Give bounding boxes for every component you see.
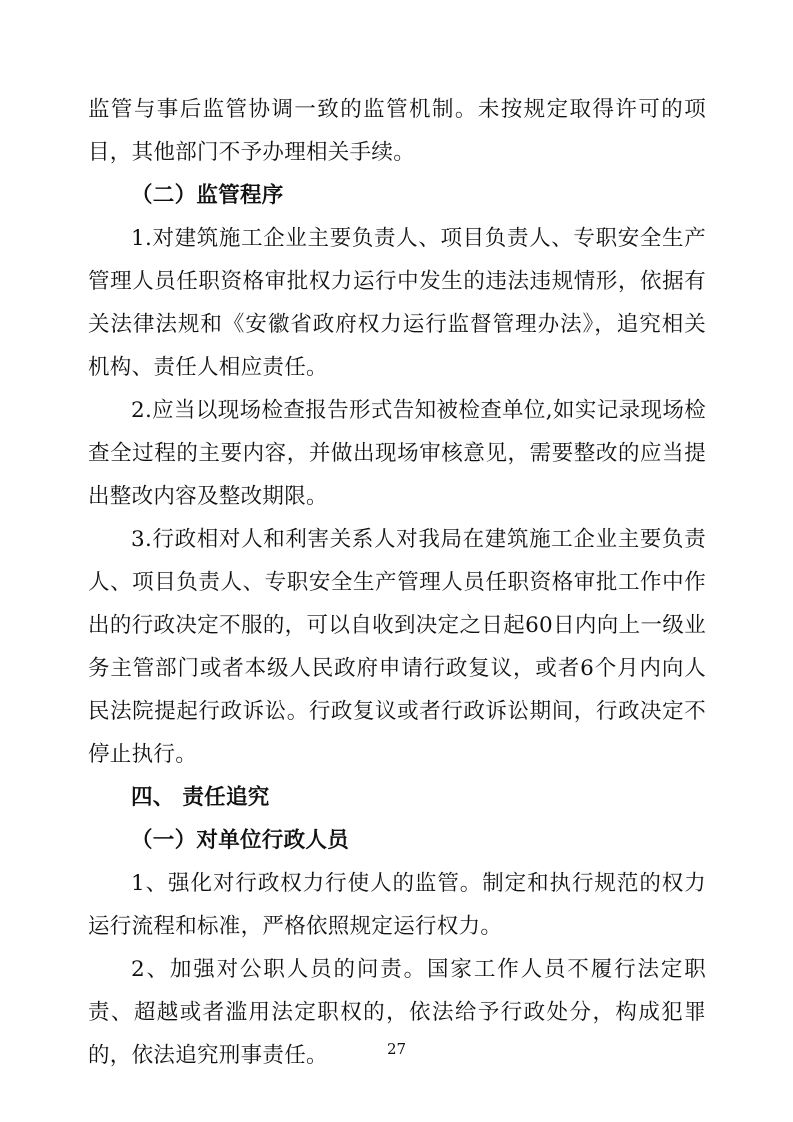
paragraph-item-3: 3.行政相对人和利害关系人对我局在建筑施工企业主要负责人、项目负责人、专职安全生产管理人员任职资格审批工作中作出的行政决定不服的，可以自收到决定之日起60日内向上一级业务主管部门或者本级人民政府申请行政复议，或者6个月内向人民法院提起行政诉讼。行政复议或者行政诉讼期间，行政决定不停止执行。 [88,527,706,767]
section-heading-unit-personnel: （一）对单位行政人员 [131,828,350,853]
paragraph-item-2: 2.应当以现场检查报告形式告知被检查单位,如实记录现场检查全过程的主要内容，并做出现场审核意见，需要整改的应当提出整改内容及整改期限。 [88,398,706,509]
paragraph-continuation: 监管与事后监管协调一致的监管机制。未按规定取得许可的项目，其他部门不予办理相关手续。 [88,97,706,165]
paragraph-item-5: 2、加强对公职人员的问责。国家工作人员不履行法定职责、超越或者滥用法定职权的，依法给予行政处分，构成犯罪的，依法追究刑事责任。 [88,957,706,1068]
paragraph-item-1: 1.对建筑施工企业主要负责人、项目负责人、专职安全生产管理人员任职资格审批权力运行中发生的违法违规情形，依据有关法律法规和《安徽省政府权力运行监督管理办法》，追究相关机构、责任人相应责任。 [88,226,706,380]
page-content [88,88,706,1077]
section-heading-accountability: 四、 责任追究 [131,785,270,810]
page-number: 27 [386,1040,407,1058]
paragraph-item-4: 1、强化对行政权力行使人的监管。制定和执行规范的权力运行流程和标准，严格依照规定运行权力。 [88,871,706,939]
section-heading-supervision-procedure: （二）监管程序 [131,183,284,208]
